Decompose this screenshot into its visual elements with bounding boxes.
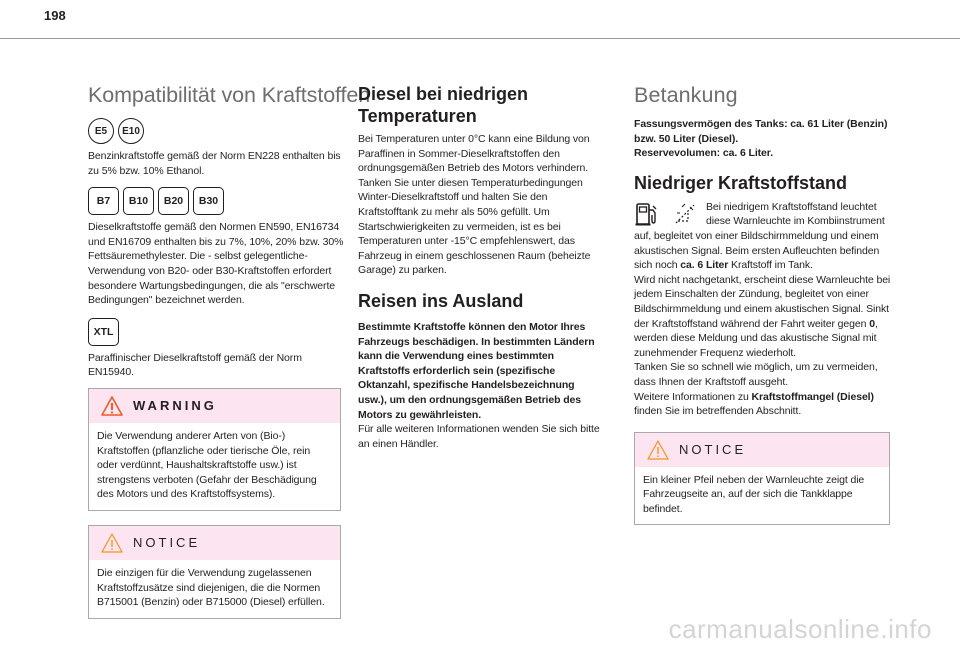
low-fuel-text [634, 200, 892, 419]
petrol-badges [88, 118, 344, 144]
low-fuel-text-bold-3: Kraftstoffmangel (Diesel) [751, 390, 874, 403]
travel-abroad-bold-text: Bestimmte Kraftstoffe können den Motor Ihres Fahrzeugs beschädigen. In bestimmten Ländern kann die Verwendung eines bestimmten Kraftstoffs erforderlich sein (spezifische Oktanzahl, spezifische Handelsbezeichnung usw.), um den ordnungsgemäßen Betrieb des Motors zu gewährleisten. [358, 320, 595, 421]
notice-header-right [635, 433, 889, 467]
low-fuel-text-e: Tanken Sie so schnell wie möglich, um zu vermeiden, dass Ihnen der Kraftstoff ausgeht. [634, 361, 878, 388]
low-fuel-text-g: finden Sie im betreffenden Abschnitt. [634, 405, 802, 418]
low-fuel-text-bold-2: 0 [869, 317, 875, 330]
notice-header-left [89, 526, 340, 560]
diesel-badges [88, 187, 344, 215]
fuel-compatibility-title: Kompatibilität von Kraftstoffen [88, 83, 371, 107]
low-fuel-text-a: Bei niedrigem Kraftstoffstand leuchtet diese Warnleuchte im Kombiinstrument auf, begleitet von einer Bildschirmmeldung und einem akustischen Signal. Beim ersten Aufleuchten befinden sich noch [634, 200, 885, 272]
e5-badge-icon: E5 [88, 118, 114, 144]
travel-abroad-title: Reisen ins Ausland [358, 290, 524, 311]
petrol-text: Benzinkraftstoffe gemäß der Norm EN228 enthalten bis zu 5% bzw. 10% Ethanol. [88, 150, 341, 177]
tank-flap-arrow-icon [672, 201, 700, 227]
warning-triangle-icon [101, 396, 123, 416]
notice-box-right [634, 432, 890, 526]
middle-column [358, 83, 606, 451]
xtl-text: Paraffinischer Dieselkraftstoff gemäß der Norm EN15940. [88, 351, 302, 379]
page-number: 198 [44, 8, 66, 23]
b7-badge-icon: B7 [88, 187, 119, 215]
notice-label-left: NOTICE [133, 535, 201, 551]
warning-header [89, 389, 340, 423]
reserve-volume-text: Reservevolumen: ca. 6 Liter. [634, 147, 774, 160]
notice-triangle-icon [647, 440, 669, 460]
e10-badge-icon: E10 [118, 118, 144, 144]
warning-box [88, 388, 341, 511]
warning-text: Die Verwendung anderer Arten von (Bio-) Kraftstoffen (pflanzliche oder tierische Öle, rein oder verdünnt, Haushaltskraftstoffe usw.) ist strengstens verboten (Gefahr der Beschädigung des Motors und des Kraftstoffsystems). [97, 429, 317, 501]
notice-label-right: NOTICE [679, 442, 747, 458]
low-fuel-text-d: , werden diese Meldung und das akustische Signal mit zunehmender Frequenz wiederholt. [634, 317, 878, 359]
header-divider [0, 38, 960, 39]
refuelling-title: Betankung [634, 83, 738, 107]
b10-badge-icon: B10 [123, 187, 154, 215]
low-fuel-title: Niedriger Kraftstoffstand [634, 172, 848, 193]
diesel-low-temp-text: Bei Temperaturen unter 0°C kann eine Bildung von Paraffinen in Sommer-Dieselkraftstoffen den ordnungsgemäßen Betrieb des Motors verhindern. Tanken Sie unter diesen Temperaturbedingungen Winter-Dieselkraftstoff und halten Sie den Kraftstofftank zu mehr als 50% gefüllt. Um Startschwierigkeiten zu vermeiden, ist es bei Temperaturen unter -15°C empfehlenswert, das Fahrzeug in einem geschlossenen Raum (beheizte Garage) zu parken. [358, 133, 591, 277]
low-fuel-text-b: Kraftstoff im Tank. [728, 259, 813, 272]
xtl-badges [88, 318, 344, 346]
left-column [88, 82, 371, 619]
diesel-low-temp-title-line2: Temperaturen [358, 106, 477, 126]
diesel-low-temp-title [358, 83, 606, 127]
warning-label: WARNING [133, 398, 217, 414]
xtl-badge-icon: XTL [88, 318, 119, 346]
low-fuel-text-f: Weitere Informationen zu [634, 390, 752, 403]
b30-badge-icon: B30 [193, 187, 224, 215]
low-fuel-text-bold-1: ca. 6 Liter [680, 259, 729, 272]
low-fuel-block [634, 200, 892, 419]
diesel-low-temp-title-line1: Diesel bei niedrigen [358, 84, 529, 104]
low-fuel-text-c: Wird nicht nachgetankt, erscheint diese Warnleuchte bei jedem Einschalten der Zündung, begleitet von einer Bildschirmmeldung und einem akustischen Signal. Sinkt der Kraftstoffstand während der Fahrt weiter gegen [634, 273, 891, 330]
travel-abroad-text: Für alle weiteren Informationen wenden Sie sich bitte an einen Händler. [358, 423, 600, 450]
tank-capacity-text: Fassungsvermögen des Tanks: ca. 61 Liter (Benzin) bzw. 50 Liter (Diesel). [634, 118, 888, 145]
notice-text-left: Die einzigen für die Verwendung zugelassenen Kraftstoffzusätze sind diejenigen, die die Normen B715001 (Benzin) oder B715000 (Diesel) erfüllen. [97, 566, 325, 609]
notice-box-left [88, 525, 341, 619]
b20-badge-icon: B20 [158, 187, 189, 215]
notice-text-right: Ein kleiner Pfeil neben der Warnleuchte zeigt die Fahrzeugseite an, auf der sich die Tankklappe befindet. [643, 473, 865, 515]
diesel-text: Dieselkraftstoffe gemäß den Normen EN590, EN16734 und EN16709 enthalten bis zu 7%, 10%, 20% bzw. 30% Fettsäuremethylester. Die - selbst gelegentliche- Verwendung von B20- oder B30-Kraftstoffen erfordert besondere Wartungsbedingungen, die als "erschwerte Bedingungen" bezeichnet werden. [88, 221, 344, 307]
right-column [634, 82, 892, 525]
fuel-pump-icon [634, 201, 662, 227]
notice-triangle-icon [101, 533, 123, 553]
watermark: carmanualsonline.info [668, 614, 932, 644]
